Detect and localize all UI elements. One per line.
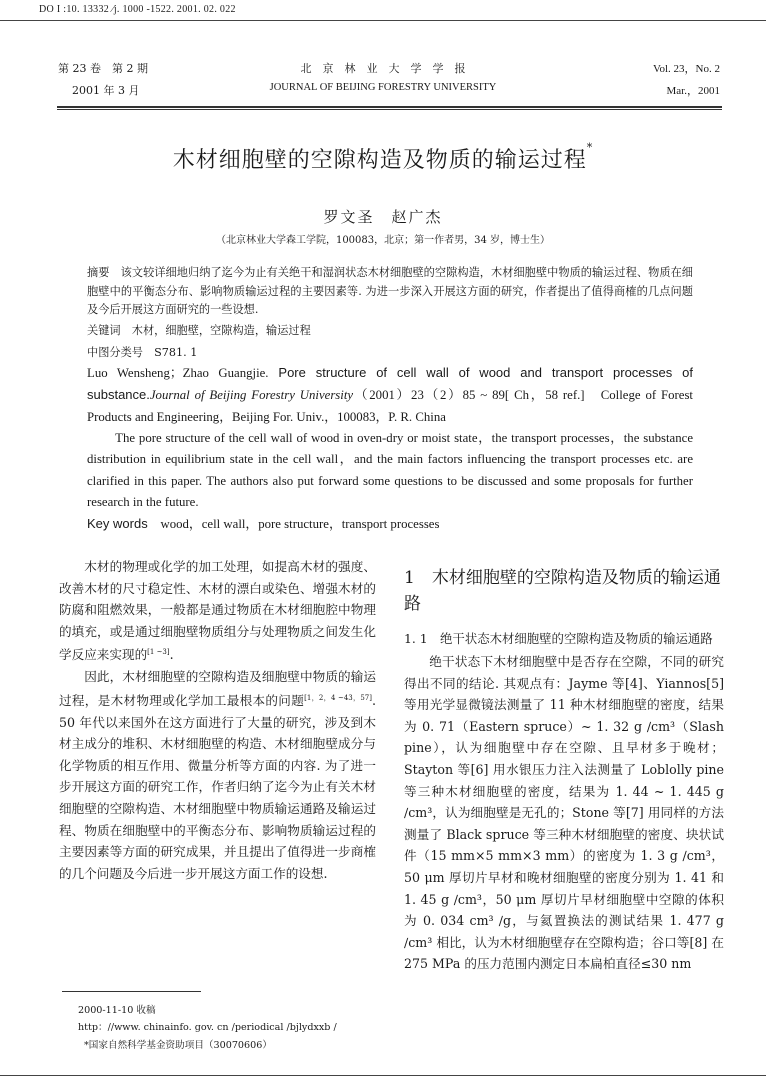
- abstract-en: The pore structure of the cell wall of wood in oven-dry or moist state，the transport processes，the substance distribution in equilibrium state in the cell wall，and the main factors influencing the transport processes etc. are clarified in this paper. The authors also put forward some questions to be discussed and some proposals for further research in the future.: [87, 431, 693, 509]
- doi-line: DO I :10. 13332 ∕j. 1000 -1522. 2001. 02. 022: [39, 4, 236, 15]
- header-journal-cn: 北 京 林 业 大 学 学 报: [300, 62, 466, 75]
- footnote-rule: [62, 991, 201, 992]
- header-vol-en: Vol. 23，No. 2: [652, 63, 720, 75]
- header-journal-en: JOURNAL OF BEIJING FORESTRY UNIVERSITY: [269, 82, 497, 93]
- intro-paragraph-1: 木材的物理或化学的加工处理，如提高木材的强度、改善木材的尺寸稳定性、木材的漂白或染色、增强木材的防腐和阻燃效果，一般都是通过物质在木材细胞腔中物理的填充，或是通过细胞壁物质组分与处理物质之间发生化学反应来实现的[1 ~3].: [59, 559, 376, 663]
- header-rule-thin: [57, 109, 722, 110]
- abstract-cn: 摘要 该文较详细地归纳了迄今为止有关绝干和湿润状态木材细胞壁的空隙构造，木材细胞壁中物质的输运过程、物质在细胞壁中的平衡态分布、影响物质输运过程的主要因素等. 为进一步深入开展这方面的研究，作者提出了值得商榷的几点问题及今后开展这方面研究的一些设想.: [87, 266, 693, 316]
- footnote-fund: *国家自然科学基金资助项目（30070606）: [84, 1040, 272, 1051]
- article-authors: 罗文圣 赵广杰: [323, 208, 443, 226]
- header-rule-thick: [57, 106, 722, 108]
- header-date-en: Mar.，2001: [666, 85, 720, 97]
- english-citation: Luo Wensheng；Zhao Guangjie. Pore structure of cell wall of wood and transport processes of substance.Journal of Beijing Forestry University（2001）23（2）85 ~ 89[ Ch，58 ref.] College of Forest Products and Engineering，Beijing For. Univ.，100083，P. R. China: [87, 365, 693, 424]
- clc-number: 中图分类号 S781. 1: [87, 346, 198, 359]
- header-date: 2001 年 3 月: [72, 84, 140, 97]
- footnote-received: 2000-11-10 收稿: [78, 1005, 156, 1016]
- header-volume: 第 23 卷 第 2 期: [58, 62, 148, 75]
- section-1-1-paragraph: 绝干状态下木材细胞壁中是否存在空隙，不同的研究得出不同的结论. 其观点有：Jayme 等[4]、Yiannos[5] 等用光学显微镜法测量了 11 种木材细胞壁的密度，结果为 0. 71（Eastern spruce）~ 1. 32 g ∕cm³（Slash pine），认为细胞壁中存在空隙、且早材多于晚材；Stayton 等[6] 用水银压力注入法测量了 Loblolly pine 等三种木材细胞壁的密度，结果为 1. 44 ~ 1. 445 g ∕cm³，认为细胞壁是无孔的；Stone 等[7] 用同样的方法测量了 Black spruce 等三种木材细胞壁的密度、块状试件（15 mm×5 mm×3 mm）的密度为 1. 3 g ∕cm³，50 μm 厚切片早材和晚材细胞壁的密度分别为 1. 41 和 1. 45 g ∕cm³，50 μm 厚切片早材细胞壁中空隙的体积为 0. 034 cm³ ∕g，与氦置换法的测试结果 1. 477 g ∕cm³ 相比，认为木材细胞壁存在空隙构造；谷口等[8] 在 275 MPa 的压力范围内测定日本扁柏直径≤30 nm: [404, 654, 724, 972]
- section-1-heading: 1 木材细胞壁的空隙构造及物质的输运通路: [404, 568, 721, 614]
- article-affiliation: （北京林业大学森工学院，100083，北京；第一作者男，34 岁，博士生）: [215, 235, 551, 246]
- top-rule: [0, 20, 766, 21]
- right-column: [404, 565, 724, 975]
- intro-paragraph-2: 因此，木材细胞壁的空隙构造及细胞壁中物质的输运过程，是木材物理或化学加工最根本的问题[1，2，4 ~43，57]. 50 年代以来国外在这方面进行了大量的研究，涉及到木材主成分的堆积、木材细胞壁的构造、木材细胞壁成分与化学物质的相互作用、微量分析等方面的内容. 为了进一步开展这方面的研究工作，作者归纳了迄今为止有关木材细胞壁的空隙构造、木材细胞壁中物质输运通路及输运过程、物质在细胞壁中的平衡态分布、影响物质输运过程的主要因素等方面的研究成果，并且提出了值得进一步商榷的几个问题及今后进一步开展这方面工作的设想.: [59, 669, 376, 881]
- bottom-rule: [0, 1075, 766, 1076]
- section-1-1-heading: 1. 1 绝干状态木材细胞壁的空隙构造及物质的输运通路: [404, 631, 713, 646]
- keywords-cn: 关键词 木材，细胞壁，空隙构造，输运过程: [87, 324, 311, 337]
- footnote-url: http：∕∕www. chinainfo. gov. cn ∕periodical ∕bjlydxxb ∕: [78, 1022, 337, 1033]
- keywords-en: Key words wood，cell wall，pore structure，transport processes: [87, 516, 440, 531]
- article-title: 木材细胞壁的空隙构造及物质的输运过程*: [172, 141, 594, 173]
- left-column: [59, 556, 376, 884]
